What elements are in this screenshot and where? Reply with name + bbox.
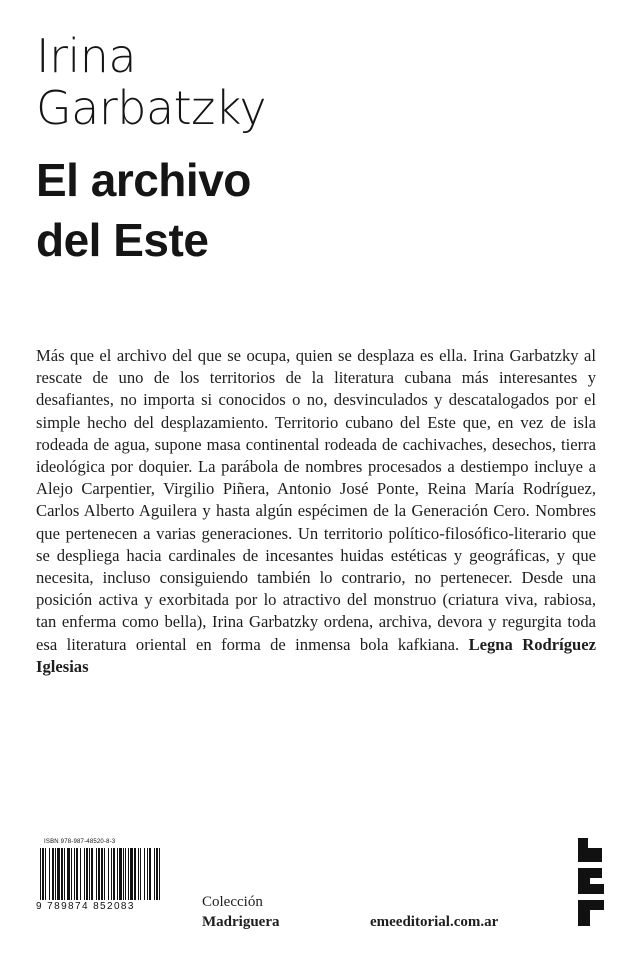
collection-label: Colección bbox=[202, 894, 263, 910]
collection-name: Madriguera bbox=[202, 914, 280, 930]
book-title bbox=[36, 150, 596, 270]
barcode-bars bbox=[36, 846, 164, 902]
book-title-line-1: El archivo bbox=[36, 154, 251, 206]
back-cover-blurb bbox=[36, 345, 596, 678]
author-last-name: Garbatzky bbox=[36, 81, 267, 135]
collection-info bbox=[202, 892, 279, 932]
barcode-digits: 9 789874 852083 bbox=[36, 901, 135, 912]
book-title-line-2: del Este bbox=[36, 214, 209, 266]
publisher-website: emeeditorial.com.ar bbox=[370, 914, 499, 930]
publisher-logo-icon bbox=[578, 838, 606, 926]
author-first-name: Irina bbox=[36, 29, 137, 83]
isbn-label: ISBN 978-987-48520-8-3 bbox=[44, 839, 116, 845]
blurb-text: Más que el archivo del que se ocupa, quien se desplaza es ella. Irina Garbatzky al rescate de uno de los territorios de la literatura cubana más interesantes y desafiantes, no importa si conocidos o no, desvinculados y descatalogados por el simple hecho del desplazamiento. Territorio cubano del Este que, en vez de isla rodeada de agua, supone masa continental rodeada de cachivaches, desechos, tierra ideológica por doquier. La parábola de nombres procesados a destiempo incluye a Alejo Carpentier, Virgilio Piñera, Antonio José Ponte, Reina María Rodríguez, Carlos Alberto Aguilera y hasta algún espécimen de la Generación Cero. Nombres que pertenecen a varias generaciones. Un territorio político-filosófico-literario que se despliega hacia cardinales de incesantes huidas estéticas y geográficas, y que necesita, incluso consiguiendo también lo contrario, no pertenecer. Desde una posición activa y exorbitada por lo atractivo del monstruo (criatura viva, rabiosa, tan enferma como bella), Irina Garbatzky ordena, archiva, devora y regurgita toda esa literatura oriental en forma de inmensa bola kafkiana. bbox=[36, 346, 596, 654]
isbn-barcode bbox=[36, 838, 164, 914]
author-name bbox=[36, 30, 596, 134]
blurb-credit: Legna Rodríguez Iglesias bbox=[36, 634, 596, 676]
